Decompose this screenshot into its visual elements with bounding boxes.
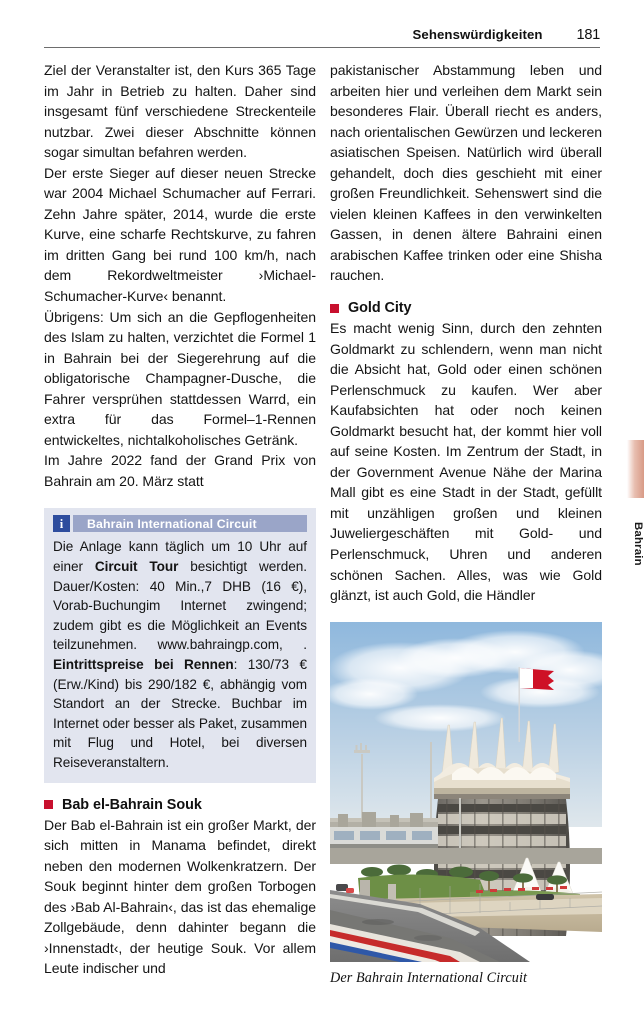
bahrain-international-circuit-photo: [330, 622, 602, 962]
info-box-title: Bahrain International Circuit: [73, 515, 307, 532]
red-square-bullet-icon: [330, 304, 339, 313]
left-column: [44, 60, 316, 979]
photo-caption: Der Bahrain International Circuit: [330, 969, 528, 986]
paragraph: Der Bab el-Bahrain ist ein großer Markt, der sich mitten in Manama befindet, direkt neben den modernen Wolkenkratzern. Der Souk beginnt hinter dem großen Torbogen des ›Bab Al-Bahrain‹, das ist das ehemalige Zollgebäude, denn dahinter begann die ›Innenstadt‹, der heutige Souk. Vor allem Leute indischer und: [44, 816, 316, 977]
paragraph: Übrigens: Um sich an die Gepflogenheiten des Islam zu halten, verzichtet die Formel 1 in Bahrain bei der Siegerehrung auf die obligatorische Champagner-Dusche, die Fahrer versprühen stattdessen Warrd, ein extra für das Formel–1-Rennen entwickeltes, nichtalkoholisches Getränk.: [44, 308, 316, 448]
info-icon: i: [53, 515, 70, 532]
page-number: 181: [576, 27, 600, 43]
right-column: [330, 60, 602, 987]
info-text-bold: Circuit Tour: [94, 559, 179, 575]
paragraph: Der erste Sieger auf dieser neuen Strecke war 2004 Michael Schumacher auf Ferrari. Zehn Jahre später, 2014, wurde die erste Kurve, eine scharfe Rechtskurve, zu fahren im dritten Gang bei rund 100 km/h, nach dem Rekordweltmeister ›Michael-Schumacher-Kurve‹ benannt.: [44, 164, 316, 305]
edge-tab-bahrain[interactable]: [627, 440, 644, 610]
info-text-bold: Eintrittspreise bei Rennen: [53, 657, 234, 673]
info-text-part: Die Anlage kann täglich um 10 Uhr auf einer: [53, 539, 307, 575]
running-head: [44, 27, 600, 53]
paragraph: pakistanischer Abstammung leben und arbeiten hier und verleihen dem Markt sein besonderes Flair. Überall riecht es anders, nach orientalischen Gewürzen und leckeren asiatischen Speisen. Natürlich wird überall gehandelt, doch dies geschieht mit einer großen Freundlichkeit. Sehenswert sind die vielen kleinen Kaffees in den verwinkelten Gassen, in denen ältere Bahraini einen arabischen Kaffee trinken oder eine Shisha rauchen.: [330, 62, 602, 284]
red-square-bullet-icon: [44, 800, 53, 809]
section-heading-bab-el-bahrain-souk: [44, 797, 316, 813]
info-box-header: [53, 515, 307, 532]
info-box: [44, 508, 316, 782]
section-heading-label: Bab el-Bahrain Souk: [62, 796, 202, 813]
page-title: Sehenswürdigkeiten: [412, 27, 543, 42]
photo-figure: [330, 622, 602, 987]
edge-tab-color-swatch: [627, 440, 644, 498]
edge-tab-label: Bahrain: [632, 522, 644, 566]
info-text-part: besichtigt werden. Dauer/Kosten: 40 Min.,7 DHB (16 €), Vorab-Buchungim Internet zwingend; zudem gibt es die Möglichkeit an Events teilzunehmen. www.bahraingp.com, .: [53, 559, 307, 653]
paragraph: Im Jahre 2022 fand der Grand Prix von Bahrain am 20. März statt: [44, 452, 316, 489]
paragraph: Ziel der Veranstalter ist, den Kurs 365 Tage im Jahr in Betrieb zu halten. Daher sind insgesamt fünf verschiedene Streckenteile nutzbar. Zwei dieser Abschnitte können sogar simultan befahren werden.: [44, 62, 316, 161]
section-heading-label: Gold City: [348, 300, 412, 317]
info-box-text: [53, 537, 307, 772]
section-heading-gold-city: [330, 300, 602, 316]
paragraph: Es macht wenig Sinn, durch den zehnten Goldmarkt zu schlendern, wenn man nicht die Absicht hat, Gold oder einen schönen Perlenschmuck zu kaufen. Wer aber Kaufabsichten hat oder noch keinen Goldmarkt besucht hat, der kommt hier voll auf seine Kosten. Im Zentrum der Stadt, in der Government Avenue Nähe der Marina Mall gibt es eine Stadt in der Stadt, gefüllt mit unzähligen großen und kleinen Juweliergeschäften mit Gold- und Perlenschmuck, Uhren und anderen schönen Sachen. Alles, was wie Gold glänzt, ist auch Gold, die Händler: [330, 320, 602, 604]
info-text-part: : 130/73 € (Erw./Kind) bis 290/182 €, abhängig vom Standort an der Strecke. Buchbar im Internet oder besser als Paket, zusammen mit Flug und Hotel, bei diversen Reiseveranstaltern.: [53, 657, 307, 771]
